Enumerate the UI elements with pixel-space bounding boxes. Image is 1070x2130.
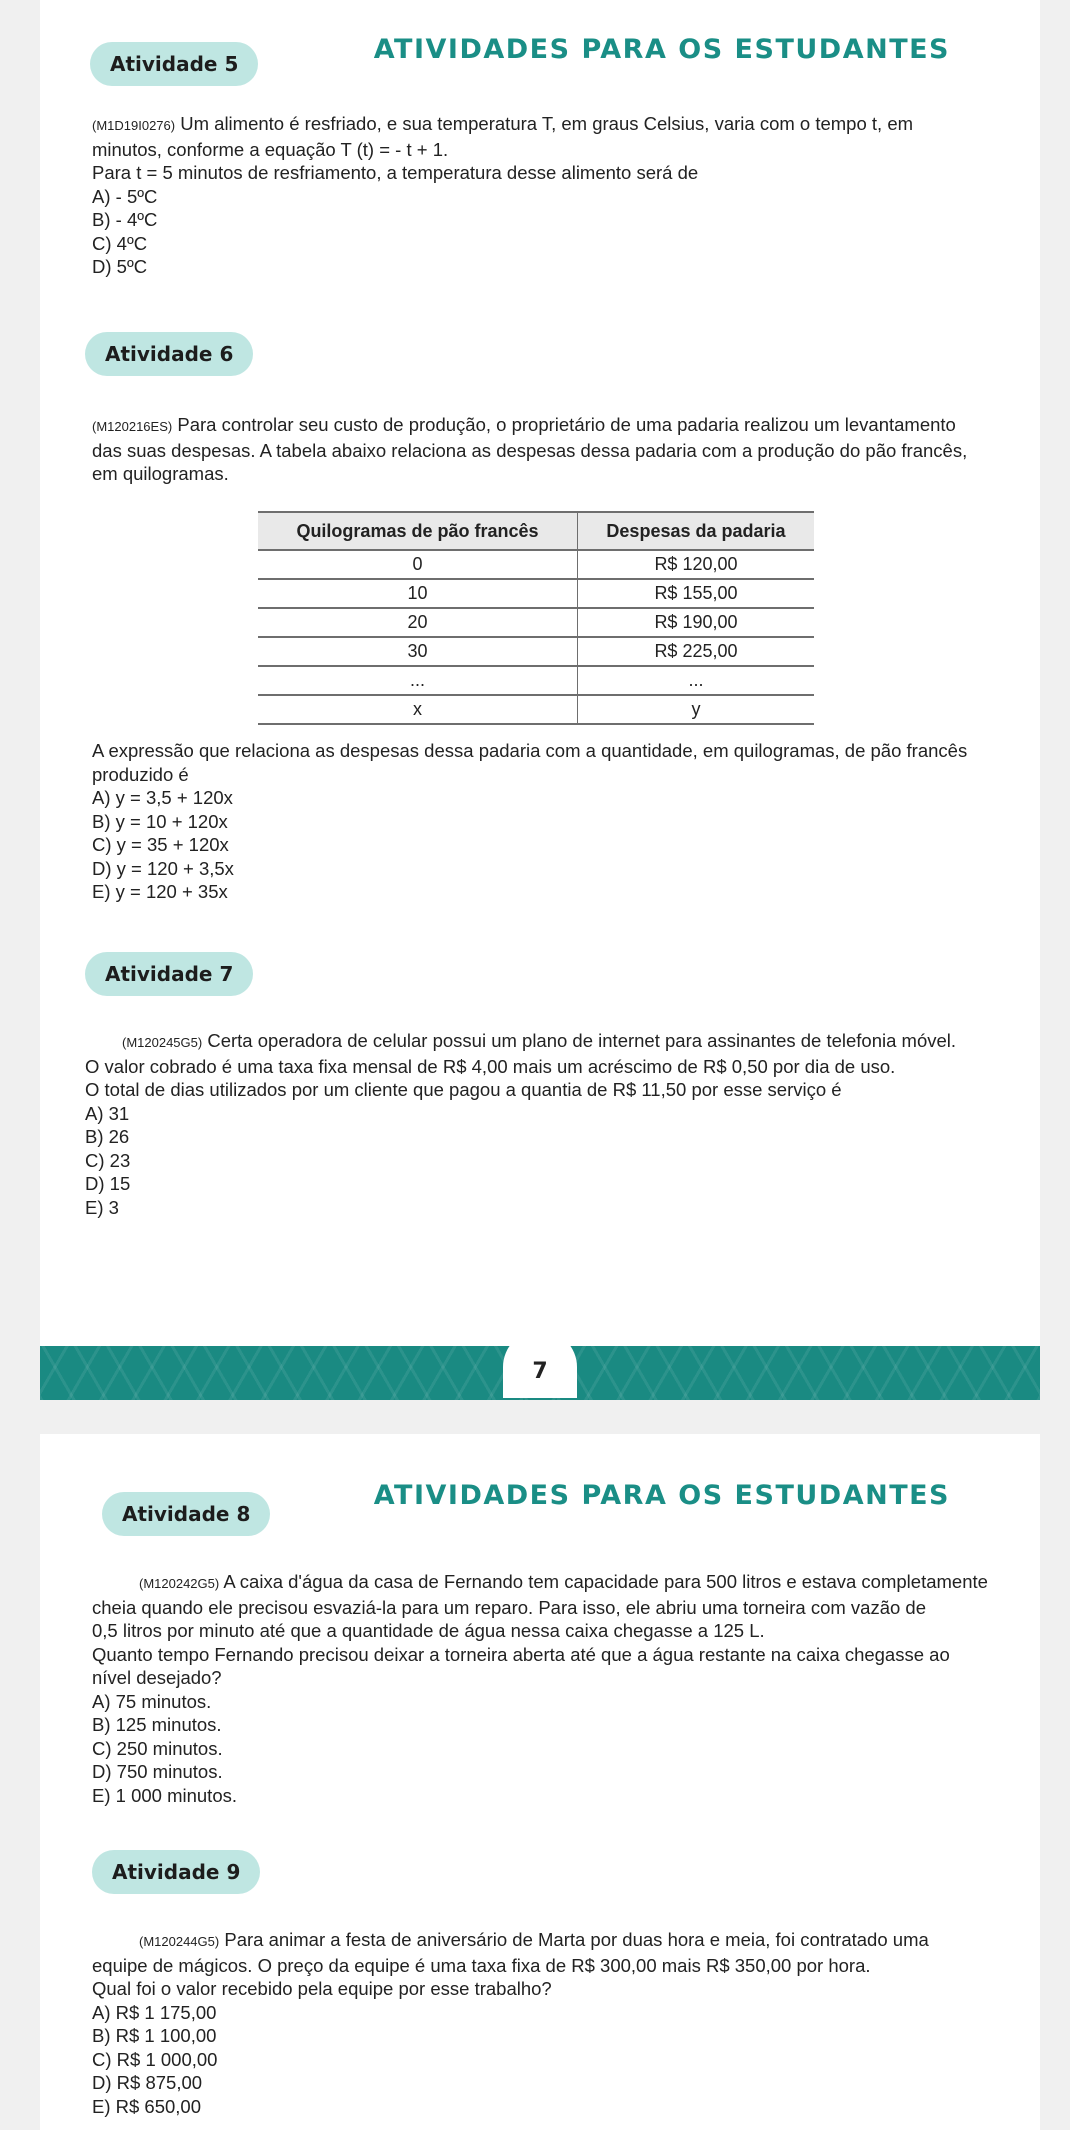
activity-5-badge: Atividade 5 <box>90 42 258 86</box>
table-row: 10 R$ 155,00 <box>258 579 814 608</box>
activity-9-options <box>92 2001 1032 2119</box>
option-d: D) 5ºC <box>92 256 148 277</box>
option-a: A) y = 3,5 + 120x <box>92 787 233 808</box>
activity-6-question: (M120216ES) Para controlar seu custo de produção, o proprietário de uma padaria realizou um levantamento das suas despesas. A tabela abaixo relaciona as despesas dessa padaria com a produção do pão francês, em quilogramas. <box>92 414 968 484</box>
activity-5-code: (M1D19I0276) <box>92 118 176 133</box>
activity-5-question: (M1D19I0276) Um alimento é resfriado, e sua temperatura T, em graus Celsius, varia com o tempo t, em minutos, conforme a equação T (t) = - t + 1. Para t = 5 minutos de resfriamento, a temperatura desse alimento será de A) - 5ºC B) - 4ºC C) 4ºC D) 5ºC <box>92 112 1032 279</box>
option-e: E) 1 000 minutos. <box>92 1784 237 1806</box>
option-e: E) 3 <box>85 1196 119 1218</box>
page-number: 7 <box>503 1330 577 1398</box>
activity-6-options <box>92 786 1032 904</box>
activity-8-options <box>92 1690 1032 1808</box>
option-e: E) y = 120 + 35x <box>92 881 228 902</box>
activity-8-question: (M120242G5) A caixa d'água da casa de Fernando tem capacidade para 500 litros e estava completamente cheia quando ele precisou esvaziá-la para um reparo. Para isso, ele abriu uma torneira com vazão de 0,5 litros por minuto até que a quantidade de água nessa caixa chegasse a 125 L. Quanto tempo Fernando precisou deixar a torneira aberta até que a água restante na caixa chegasse ao nível desejado? A) 75 minutos. B) 125 minutos. C) 250 minutos. D) 750 minutos. E) 1 000 minutos. <box>92 1570 1032 1807</box>
option-e: E) R$ 650,00 <box>92 2095 202 2117</box>
activity-7-options <box>85 1102 1035 1220</box>
option-d: D) 15 <box>85 1173 131 1194</box>
activity-7-badge: Atividade 7 <box>85 952 253 996</box>
activity-5-options <box>92 185 1032 279</box>
table-row: x y <box>258 695 814 724</box>
activity-8-badge: Atividade 8 <box>102 1492 270 1536</box>
activity-8-code: (M120242G5) <box>139 1576 220 1591</box>
activity-7-code: (M120245G5) <box>122 1035 203 1050</box>
option-a: A) R$ 1 175,00 <box>92 2001 217 2023</box>
activity-6-badge: Atividade 6 <box>85 332 253 376</box>
option-d: D) y = 120 + 3,5x <box>92 857 234 879</box>
table-header-kg: Quilogramas de pão francês <box>258 512 577 550</box>
option-c: C) 4ºC <box>92 232 148 254</box>
table-row: 20 R$ 190,00 <box>258 608 814 637</box>
option-b: B) y = 10 + 120x <box>92 810 228 832</box>
option-a: A) - 5ºC <box>92 185 158 207</box>
page-title-2: ATIVIDADES PARA OS ESTUDANTES <box>373 1480 950 1511</box>
expenses-table <box>258 511 814 725</box>
option-c: C) y = 35 + 120x <box>92 834 229 855</box>
option-d: D) 750 minutos. <box>92 1761 223 1782</box>
page-2 <box>40 1434 1040 2130</box>
table-row: 30 R$ 225,00 <box>258 637 814 666</box>
table-row: ... ... <box>258 666 814 695</box>
table-row: 0 R$ 120,00 <box>258 550 814 579</box>
activity-7-question: (M120245G5) Certa operadora de celular possui um plano de internet para assinantes de telefonia móvel. O valor cobrado é uma taxa fixa mensal de R$ 4,00 mais um acréscimo de R$ 0,50 por dia de uso. O total de dias utilizados por um cliente que pagou a quantia de R$ 11,50 por esse serviço é A) 31 B) 26 C) 23 D) 15 E) 3 <box>85 1029 1035 1219</box>
activity-9-badge: Atividade 9 <box>92 1850 260 1894</box>
activity-9-code: (M120244G5) <box>139 1934 220 1949</box>
option-b: B) R$ 1 100,00 <box>92 2025 217 2046</box>
option-a: A) 31 <box>85 1102 130 1124</box>
activity-6-prompt: A expressão que relaciona as despesas dessa padaria com a quantidade, em quilogramas, de pão francês produzido é A) y = 3,5 + 120x B) y = 10 + 120x C) y = 35 + 120x D) y = 120 + 3,5x E) y = 120 + 35x <box>92 739 1032 904</box>
option-c: C) 250 minutos. <box>92 1737 223 1759</box>
option-a: A) 75 minutos. <box>92 1690 212 1712</box>
table-header-row <box>258 512 814 550</box>
option-b: B) - 4ºC <box>92 209 158 230</box>
option-b: B) 125 minutos. <box>92 1714 222 1735</box>
activity-6-code: (M120216ES) <box>92 419 173 434</box>
option-c: C) 23 <box>85 1149 131 1171</box>
option-b: B) 26 <box>85 1126 130 1147</box>
option-d: D) R$ 875,00 <box>92 2072 203 2093</box>
activity-9-question: (M120244G5) Para animar a festa de aniversário de Marta por duas hora e meia, foi contratado uma equipe de mágicos. O preço da equipe é uma taxa fixa de R$ 300,00 mais R$ 350,00 por hora. Qual foi o valor recebido pela equipe por esse trabalho? A) R$ 1 175,00 B) R$ 1 100,00 C) R$ 1 000,00 D) R$ 875,00 E) R$ 650,00 <box>92 1928 1032 2118</box>
page-1 <box>40 0 1040 1360</box>
table-header-expenses: Despesas da padaria <box>577 512 814 550</box>
page-title: ATIVIDADES PARA OS ESTUDANTES <box>373 34 950 65</box>
option-c: C) R$ 1 000,00 <box>92 2048 218 2070</box>
